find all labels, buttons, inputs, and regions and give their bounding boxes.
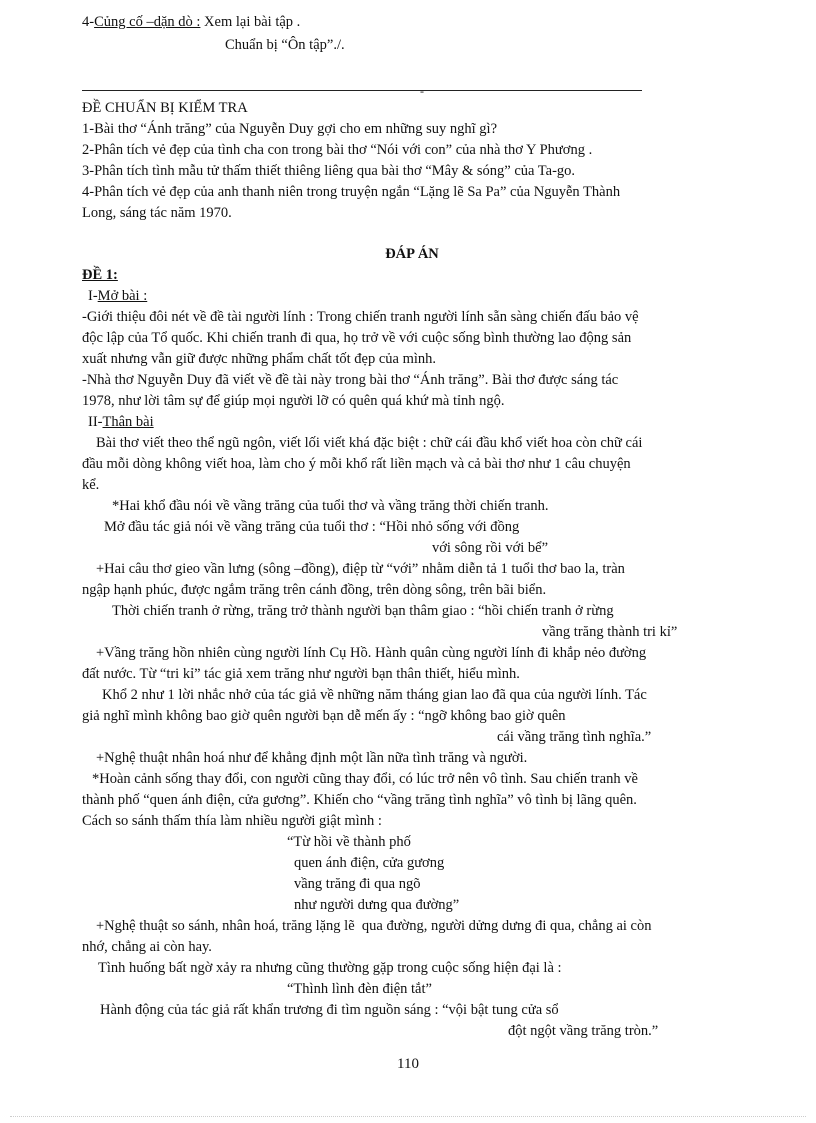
exam-question-1: 1-Bài thơ “Ánh trăng” của Nguyễn Duy gợi cho em những suy nghĩ gì? [82, 121, 498, 137]
para-13: Tình huống bất ngờ xảy ra nhưng cũng thường gặp trong cuộc sống hiện đại là : [98, 960, 562, 976]
exam-question-4-cont: Long, sáng tác năm 1970. [82, 205, 232, 221]
exam-section [82, 98, 752, 224]
para-8b: đất nước. Từ “tri kỉ” tác giả xem trăng như người bạn thân thiết, hiểu mình. [82, 666, 520, 682]
answer-section [82, 244, 752, 1042]
divider-dash: - [420, 84, 424, 98]
para-7: Thời chiến tranh ở rừng, trăng trở thành người bạn thâm giao : “hồi chiến tranh ở rừng [112, 603, 614, 619]
para-6a: +Hai câu thơ gieo vần lưng (sông –đồng), điệp từ “với” nhằm diễn tả 1 tuổi thơ bao la, tràn [96, 561, 625, 577]
cung-co-text: Xem lại bài tập . [200, 14, 301, 30]
than-bai-prefix: II- [88, 414, 103, 430]
exam-question-4: 4-Phân tích vẻ đẹp của anh thanh niên trong truyện ngắn “Lặng lẽ Sa Pa” của Nguyễn Thành [82, 184, 621, 200]
para-5: Mở đầu tác giả nói về vầng trăng của tuổi thơ : “Hồi nhỏ sống với đồng [104, 519, 520, 535]
para-3b: đầu mỗi dòng không viết hoa, làm cho ý mỗi khổ rất liền mạch và cả bài thơ như 1 câu chuyện [82, 456, 631, 472]
poem-stanza-line-4: như người dưng qua đường” [294, 897, 460, 913]
than-bai-label: Thân bài [102, 414, 154, 430]
mo-bai-prefix: I- [88, 288, 98, 304]
para-12b: nhớ, chẳng ai còn hay. [82, 939, 212, 955]
document-page [82, 12, 752, 56]
para-11c: Cách so sánh thấm thía làm nhiều người giật mình : [82, 813, 382, 829]
para-11a: *Hoàn cảnh sống thay đổi, con người cũng thay đổi, có lúc trở nên vô tình. Sau chiến tranh về [92, 771, 638, 787]
para-10: +Nghệ thuật nhân hoá như để khẳng định một lần nữa tình trăng và người. [96, 750, 528, 766]
para-8a: +Vầng trăng hồn nhiên cùng người lính Cụ Hồ. Hành quân cùng người lính đi khắp nẻo đường [96, 645, 647, 661]
poem-line-7: vầng trăng thành tri kỉ” [542, 624, 678, 640]
para-2b: 1978, như lời tâm sự để giúp mọi người lỡ có quên quá khứ mà tỉnh ngộ. [82, 393, 505, 409]
exam-title: ĐỀ CHUẨN BỊ KIỂM TRA [82, 100, 248, 116]
mo-bai-label: Mở bài : [97, 288, 148, 304]
poem-stanza-line-1: “Từ hồi về thành phố [287, 834, 411, 850]
cung-co-label: Củng cố –dặn dò : [94, 14, 201, 30]
poem-line-9: cái vầng trăng tình nghĩa.” [497, 729, 652, 745]
para-12a: +Nghệ thuật so sánh, nhân hoá, trăng lặng lẽ qua đường, người dửng dưng đi qua, chẳng ai còn [96, 918, 652, 934]
para-3c: kể. [82, 477, 100, 493]
para-11b: thành phố “quen ánh điện, cửa gương”. Khiến cho “vầng trăng tình nghĩa” vô tình bị lãng quên. [82, 792, 637, 808]
answer-title: ĐÁP ÁN [385, 246, 439, 262]
page-number: 110 [397, 1056, 419, 1072]
poem-line-13: “Thình lình đèn điện tắt” [287, 981, 432, 997]
para-2a: -Nhà thơ Nguyễn Duy đã viết về đề tài này trong bài thơ “Ánh trăng”. Bài thơ được sáng tác [82, 372, 619, 388]
mo-bai-heading [82, 286, 752, 307]
chuan-bi-line: Chuẩn bị “Ôn tập”./. [225, 37, 345, 53]
para-3a: Bài thơ viết theo thể ngũ ngôn, viết lối viết khá đặc biệt : chữ cái đầu khổ viết hoa còn chữ cái [96, 435, 643, 451]
than-bai-heading [82, 412, 752, 433]
para-9b: giả nghĩ mình không bao giờ quên người bạn dễ mến ấy : “ngỡ không bao giờ quên [82, 708, 566, 724]
poem-stanza-line-2: quen ánh điện, cửa gương [294, 855, 445, 871]
page-bottom-edge [10, 1116, 806, 1117]
exam-question-3: 3-Phân tích tình mẫu tử thấm thiết thiêng liêng qua bài thơ “Mây & sóng” của Ta-go. [82, 163, 576, 179]
para-14: Hành động của tác giả rất khẩn trương đi tìm nguồn sáng : “vội bật tung cửa sổ [100, 1002, 559, 1018]
para-1c: xuất nhưng vẫn giữ được những phẩm chất tốt đẹp của mình. [82, 351, 437, 367]
para-1b: độc lập của Tổ quốc. Khi chiến tranh đi qua, họ trở về với cuộc sống bình thường lao động sản [82, 330, 632, 346]
poem-line-14: đột ngột vầng trăng tròn.” [508, 1023, 659, 1039]
para-6b: ngập hạnh phúc, được ngắm trăng trên cánh đồng, trên dòng sông, trên bãi biển. [82, 582, 547, 598]
de-1-heading: ĐỀ 1: [82, 267, 118, 283]
para-1a: -Giới thiệu đôi nét về đề tài người lính : Trong chiến tranh người lính sẵn sàng chiến đấu bảo vệ [82, 309, 639, 325]
para-4: *Hai khổ đầu nói về vầng trăng của tuổi thơ và vầng trăng thời chiến tranh. [112, 498, 549, 514]
poem-stanza-line-3: vầng trăng đi qua ngõ [294, 876, 421, 892]
header-line-1 [82, 12, 752, 33]
poem-line-5: với sông rồi với bể” [432, 540, 549, 556]
exam-question-2: 2-Phân tích vẻ đẹp của tình cha con trong bài thơ “Nói với con” của nhà thơ Y Phương . [82, 142, 593, 158]
para-9a: Khổ 2 như 1 lời nhắc nhở của tác giả về những năm tháng gian lao đã qua của người lính. Tác [102, 687, 647, 703]
section-divider [82, 90, 642, 91]
item-prefix: 4- [82, 14, 95, 30]
